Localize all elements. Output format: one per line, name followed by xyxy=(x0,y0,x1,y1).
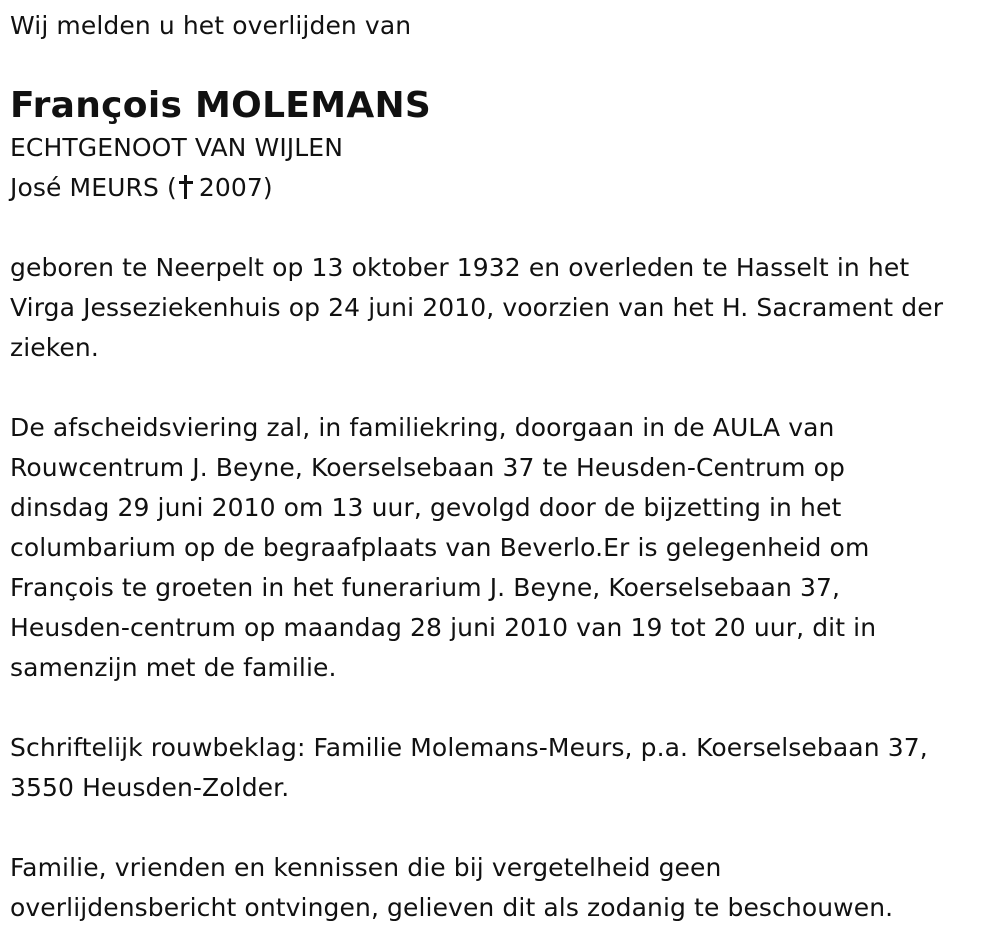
paragraph-line: Virga Jesseziekenhuis op 24 juni 2010, voorzien van het H. Sacrament der xyxy=(10,293,944,322)
paragraph-line: dinsdag 29 juni 2010 om 13 uur, gevolgd door de bijzetting in het xyxy=(10,493,842,522)
ceremony-paragraph xyxy=(10,408,990,688)
cross-icon xyxy=(179,175,193,199)
paragraph-line: zieken. xyxy=(10,333,99,362)
condolences-paragraph xyxy=(10,728,990,808)
birth-death-paragraph xyxy=(10,248,990,368)
spouse-line xyxy=(10,168,990,208)
paragraph-line: geboren te Neerpelt op 13 oktober 1932 en overleden te Hasselt in het xyxy=(10,253,910,282)
closing-paragraph xyxy=(10,848,990,928)
paragraph-line: François te groeten in het funerarium J. Beyne, Koerselsebaan 37, xyxy=(10,573,841,602)
deceased-name: François MOLEMANS xyxy=(10,85,432,126)
paragraph-line: samenzijn met de familie. xyxy=(10,653,337,682)
death-notice xyxy=(10,0,990,928)
paragraph-line: De afscheidsviering zal, in familiekring, doorgaan in de AULA van xyxy=(10,413,835,442)
paragraph-line: Schriftelijk rouwbeklag: Familie Molemans-Meurs, p.a. Koerselsebaan 37, xyxy=(10,733,928,762)
paragraph-line: columbarium op de begraafplaats van Beverlo.Er is gelegenheid om xyxy=(10,533,870,562)
paragraph-line: Rouwcentrum J. Beyne, Koerselsebaan 37 te Heusden-Centrum op xyxy=(10,453,846,482)
relation-text: ECHTGENOOT VAN WIJLEN xyxy=(10,133,344,162)
paragraph-line: Heusden-centrum op maandag 28 juni 2010 van 19 tot 20 uur, dit in xyxy=(10,613,877,642)
intro-text: Wij melden u het overlijden van xyxy=(10,11,412,40)
paragraph-line: Familie, vrienden en kennissen die bij vergetelheid geen xyxy=(10,853,722,882)
paragraph-line: overlijdensbericht ontvingen, gelieven dit als zodanig te beschouwen. xyxy=(10,893,894,922)
paragraph-line: 3550 Heusden-Zolder. xyxy=(10,773,290,802)
spouse-name: José MEURS ( xyxy=(10,173,177,202)
spouse-death-year: 2007) xyxy=(198,173,273,202)
